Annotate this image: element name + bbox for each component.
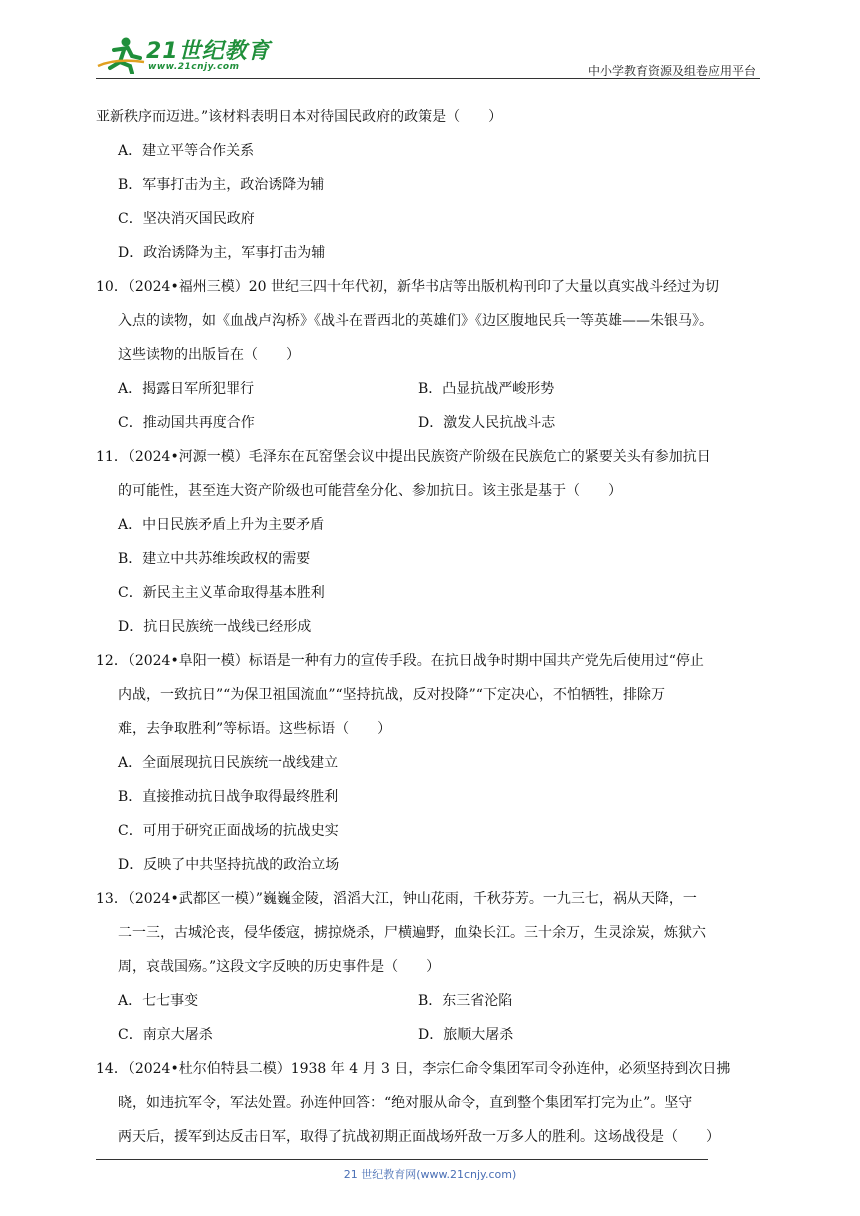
option: D．抗日民族统一战线已经形成 (118, 619, 312, 635)
option: C．新民主主义革命取得基本胜利 (118, 585, 325, 601)
question-stem-line: 入点的读物，如《血战卢沟桥》《战斗在晋西北的英雄们》《边区腹地民兵一等英雄——朱银马》。 (118, 313, 713, 329)
option: B．建立中共苏维埃政权的需要 (118, 551, 311, 567)
header-divider (96, 78, 760, 79)
question-content (96, 100, 768, 1154)
question-stem-line: 亚新秩序而迈进。”该材料表明日本对待国民政府的政策是（ ） (96, 109, 503, 125)
platform-name: 中小学教育资源及组卷应用平台 (587, 64, 756, 78)
option-row (96, 984, 768, 1018)
option: A．揭露日军所犯罪行 (118, 381, 255, 397)
question-stem-line: 14．（2024•杜尔伯特县二模）1938 年 4 月 3 日，李宗仁命令集团军司令孙连仲，必须坚持到次日拂 (96, 1061, 731, 1077)
question-stem-line: 难，去争取胜利”等标语。这些标语（ ） (118, 721, 392, 737)
option: A．全面展现抗日民族统一战线建立 (118, 755, 339, 771)
question-stem-line: 晓，如违抗军令，军法处置。孙连仲回答：“绝对服从命令，直到整个集团军打完为止”。坚守 (118, 1095, 693, 1111)
question-stem-line: 二一三，古城沦丧，侵华倭寇，掳掠烧杀，尸横遍野，血染长江。三十余万，生灵涂炭，炼狱六 (118, 925, 706, 941)
question-stem-line: 的可能性，甚至连大资产阶级也可能营垒分化、参加抗日。该主张是基于（ ） (118, 483, 622, 499)
question-stem-line: 两天后，援军到达反击日军，取得了抗战初期正面战场歼敌一万多人的胜利。这场战役是（ ） (118, 1129, 720, 1145)
option: A．建立平等合作关系 (118, 143, 255, 159)
option: D．政治诱降为主，军事打击为辅 (118, 245, 326, 261)
option: D．激发人民抗战斗志 (418, 415, 556, 431)
logo-text: 21世纪教育 (146, 39, 271, 64)
option: B．凸显抗战严峻形势 (418, 381, 555, 397)
footer-divider (96, 1159, 708, 1160)
question-stem-line: 10．（2024•福州三模）20 世纪三四十年代初，新华书店等出版机构刊印了大量以真实战斗经过为切 (96, 279, 719, 295)
question-stem-line: 内战，一致抗日”“为保卫祖国流血”“坚持抗战，反对投降”“下定决心，不怕牺牲，排除万 (118, 687, 665, 703)
question-stem-line: 这些读物的出版旨在（ ） (118, 347, 300, 363)
page-header (96, 30, 760, 78)
option: C．坚决消灭国民政府 (118, 211, 255, 227)
page-footer: 21 世纪教育网(www.21cnjy.com) (343, 1168, 517, 1181)
option: C．推动国共再度合作 (118, 415, 255, 431)
runner-logo-icon (96, 36, 146, 74)
logo-url: www.21cnjy.com (148, 62, 240, 72)
logo (96, 30, 276, 78)
option: A．七七事变 (118, 993, 199, 1009)
question-stem-line: 12．（2024•阜阳一模）标语是一种有力的宣传手段。在抗日战争时期中国共产党先后使用过“停止 (96, 653, 704, 669)
option: B．军事打击为主，政治诱降为辅 (118, 177, 325, 193)
option: A．中日民族矛盾上升为主要矛盾 (118, 517, 325, 533)
option: C．可用于研究正面战场的抗战史实 (118, 823, 339, 839)
option: D．反映了中共坚持抗战的政治立场 (118, 857, 340, 873)
question-stem-line: 11．（2024•河源一模）毛泽东在瓦窑堡会议中提出民族资产阶级在民族危亡的紧要关头有参加抗日 (96, 449, 711, 465)
option: C．南京大屠杀 (118, 1027, 213, 1043)
option: B．东三省沦陷 (418, 993, 513, 1009)
question-stem-line: 13．（2024•武都区一模）”巍巍金陵，滔滔大江，钟山花雨，千秋芬芳。一九三七，祸从天降，一 (96, 891, 697, 907)
option-row (96, 1018, 768, 1052)
option: D．旅顺大屠杀 (418, 1027, 514, 1043)
option-row (96, 372, 768, 406)
option-row (96, 406, 768, 440)
option: B．直接推动抗日战争取得最终胜利 (118, 789, 339, 805)
question-stem-line: 周，哀哉国殇。”这段文字反映的历史事件是（ ） (118, 959, 441, 975)
